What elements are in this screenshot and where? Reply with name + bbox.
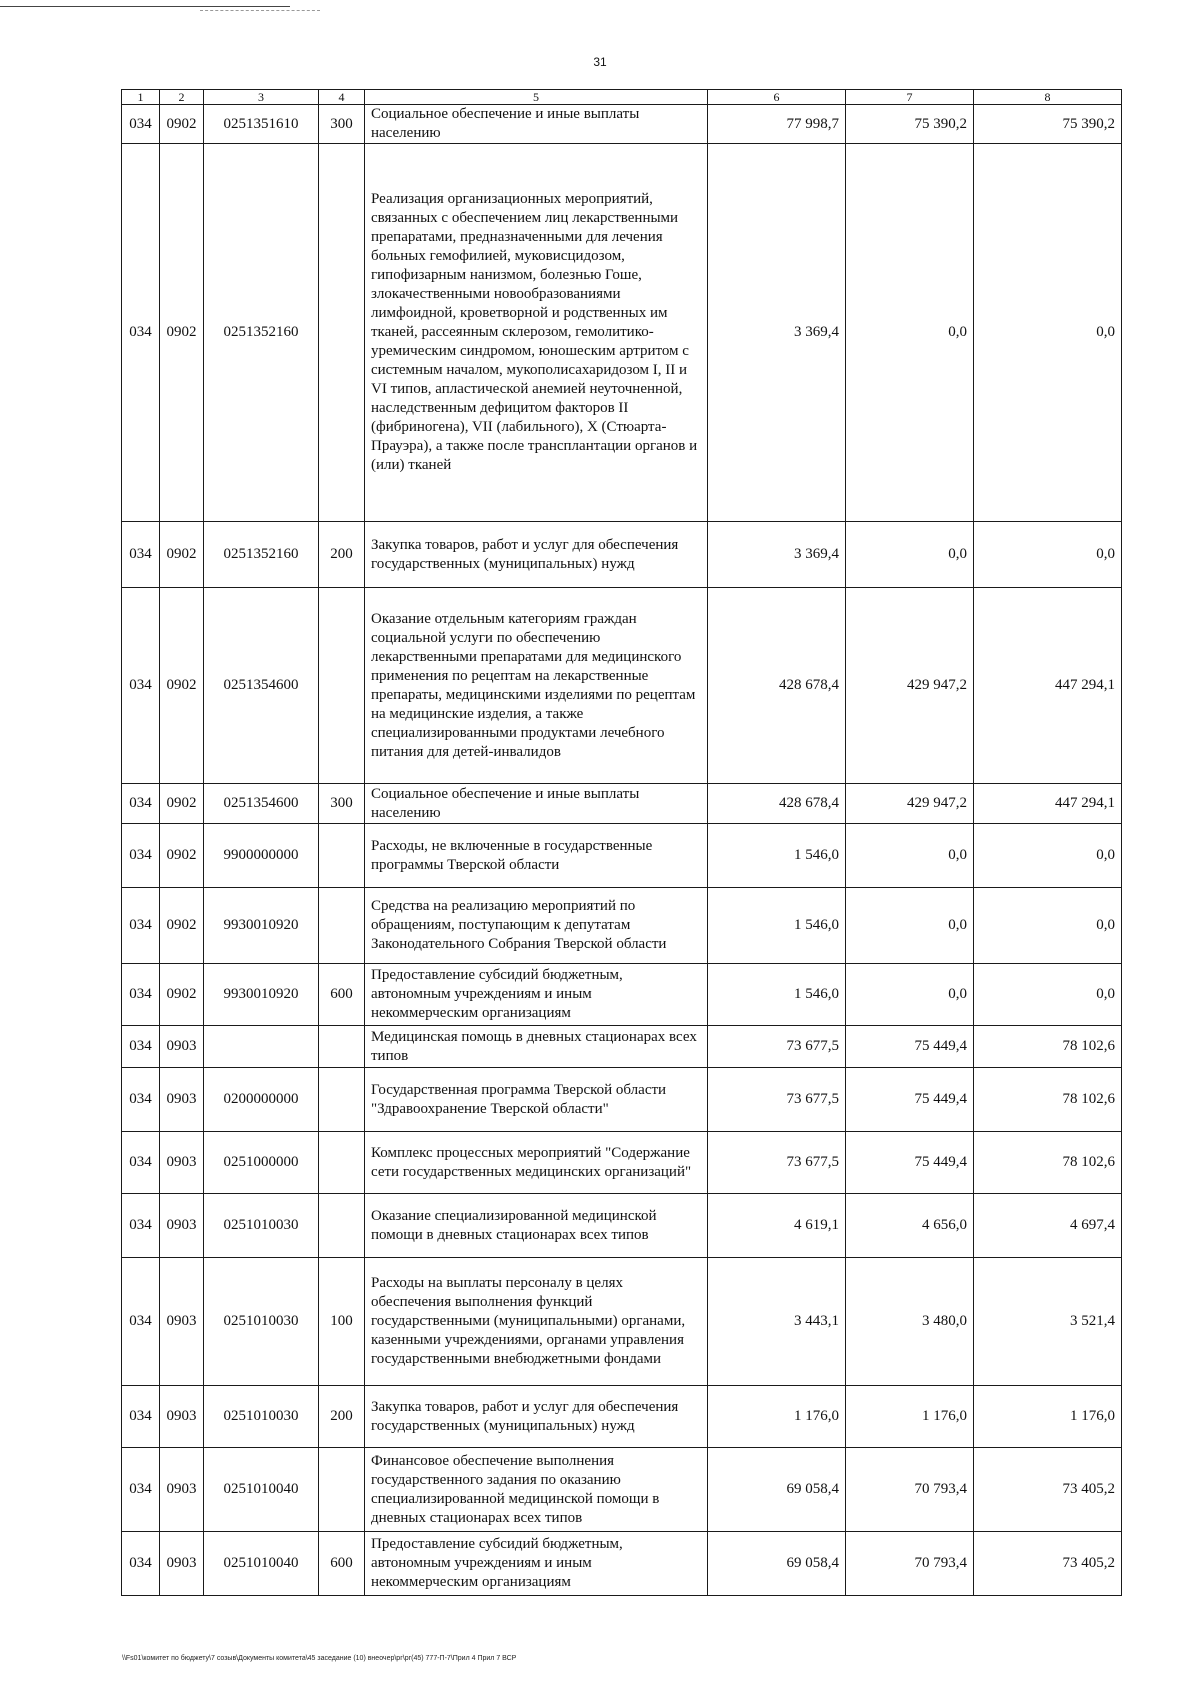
cell-target-article: 0251354600 [204, 784, 319, 824]
cell-amount-year3: 0,0 [974, 522, 1122, 588]
cell-section-code: 0903 [160, 1258, 204, 1386]
cell-section-code: 0903 [160, 1386, 204, 1448]
table-row [122, 888, 1122, 964]
scan-top-rule [0, 6, 290, 7]
cell-amount-year3: 75 390,2 [974, 105, 1122, 144]
cell-ministry-code: 034 [122, 1448, 160, 1532]
cell-ministry-code: 034 [122, 784, 160, 824]
cell-amount-year1: 1 546,0 [708, 824, 846, 888]
cell-amount-year3: 447 294,1 [974, 588, 1122, 784]
cell-expense-type [319, 1026, 365, 1068]
cell-ministry-code: 034 [122, 888, 160, 964]
cell-amount-year2: 3 480,0 [846, 1258, 974, 1386]
cell-ministry-code: 034 [122, 144, 160, 522]
cell-description: Оказание специализированной медицинской помощи в дневных стационарах всех типов [365, 1194, 708, 1258]
cell-expense-type: 600 [319, 1532, 365, 1596]
cell-ministry-code: 034 [122, 964, 160, 1026]
cell-amount-year1: 428 678,4 [708, 588, 846, 784]
cell-section-code: 0902 [160, 522, 204, 588]
cell-description: Социальное обеспечение и иные выплаты населению [365, 105, 708, 144]
cell-target-article: 9900000000 [204, 824, 319, 888]
table-row [122, 824, 1122, 888]
cell-amount-year3: 78 102,6 [974, 1026, 1122, 1068]
cell-amount-year3: 73 405,2 [974, 1532, 1122, 1596]
cell-amount-year2: 0,0 [846, 522, 974, 588]
cell-amount-year1: 1 176,0 [708, 1386, 846, 1448]
cell-amount-year2: 429 947,2 [846, 588, 974, 784]
cell-expense-type: 600 [319, 964, 365, 1026]
cell-expense-type: 200 [319, 1386, 365, 1448]
cell-amount-year1: 77 998,7 [708, 105, 846, 144]
cell-section-code: 0902 [160, 105, 204, 144]
cell-amount-year3: 78 102,6 [974, 1068, 1122, 1132]
table-row [122, 784, 1122, 824]
cell-description: Предоставление субсидий бюджетным, автономным учреждениям и иным некоммерческим организациям [365, 964, 708, 1026]
cell-target-article: 0251010040 [204, 1532, 319, 1596]
file-path-footer: \\Fs01\комитет по бюджету\7 созыв\Документы комитета\45 заседание (10) внеочер\рг\рг(45) 777-П-7\Прил 4 Прил 7 ВСР [122, 1655, 517, 1662]
cell-amount-year1: 73 677,5 [708, 1068, 846, 1132]
cell-description: Медицинская помощь в дневных стационарах всех типов [365, 1026, 708, 1068]
cell-description: Реализация организационных мероприятий, связанных с обеспечением лиц лекарственными препаратами, предназначенными для лечения больных гемофилией, муковисцидозом, гипофизарным нанизмом, болезнью Гоше, злокачественными новообразованиями лимфоидной, кроветворной и родственных им тканей, рассеянным склерозом, гемолитико-уремическим синдромом, юношеским артритом с системным началом, мукополисахаридозом I, II и VI типов, апластической анемией неуточненной, наследственным дефицитом факторов II (фибриногена), VII (лабильного), X (Стюарта-Прауэра), а также после трансплантации органов и (или) тканей [365, 144, 708, 522]
cell-ministry-code: 034 [122, 588, 160, 784]
cell-expense-type [319, 1068, 365, 1132]
cell-amount-year2: 0,0 [846, 964, 974, 1026]
cell-section-code: 0903 [160, 1026, 204, 1068]
table-row [122, 964, 1122, 1026]
cell-section-code: 0903 [160, 1532, 204, 1596]
cell-amount-year2: 70 793,4 [846, 1532, 974, 1596]
cell-description: Расходы на выплаты персоналу в целях обеспечения выполнения функций государственными (муниципальными) органами, казенными учреждениями, органами управления государственными внебюджетными фондами [365, 1258, 708, 1386]
cell-section-code: 0903 [160, 1068, 204, 1132]
cell-section-code: 0903 [160, 1194, 204, 1258]
cell-target-article: 0251354600 [204, 588, 319, 784]
cell-amount-year1: 3 369,4 [708, 144, 846, 522]
cell-expense-type: 200 [319, 522, 365, 588]
cell-target-article [204, 1026, 319, 1068]
column-number-header [122, 90, 1122, 105]
cell-target-article: 0251352160 [204, 522, 319, 588]
page-number: 31 [593, 55, 607, 69]
cell-description: Финансовое обеспечение выполнения государственного задания по оказанию специализированной медицинской помощи в дневных стационарах всех типов [365, 1448, 708, 1532]
cell-target-article: 0251000000 [204, 1132, 319, 1194]
table-row [122, 1026, 1122, 1068]
cell-ministry-code: 034 [122, 1068, 160, 1132]
cell-amount-year3: 4 697,4 [974, 1194, 1122, 1258]
cell-target-article: 0251010040 [204, 1448, 319, 1532]
cell-amount-year2: 4 656,0 [846, 1194, 974, 1258]
cell-expense-type [319, 824, 365, 888]
cell-amount-year1: 428 678,4 [708, 784, 846, 824]
col-header-1: 1 [122, 90, 160, 105]
cell-expense-type [319, 588, 365, 784]
cell-description: Социальное обеспечение и иные выплаты населению [365, 784, 708, 824]
cell-amount-year3: 0,0 [974, 144, 1122, 522]
cell-amount-year1: 4 619,1 [708, 1194, 846, 1258]
table-row [122, 588, 1122, 784]
cell-amount-year2: 75 449,4 [846, 1026, 974, 1068]
scan-top-rule-faint [200, 10, 320, 11]
cell-target-article: 0200000000 [204, 1068, 319, 1132]
col-header-5: 5 [365, 90, 708, 105]
cell-section-code: 0902 [160, 888, 204, 964]
cell-target-article: 9930010920 [204, 964, 319, 1026]
cell-ministry-code: 034 [122, 824, 160, 888]
cell-ministry-code: 034 [122, 105, 160, 144]
cell-description: Предоставление субсидий бюджетным, автономным учреждениям и иным некоммерческим организациям [365, 1532, 708, 1596]
cell-amount-year1: 3 369,4 [708, 522, 846, 588]
table-row [122, 144, 1122, 522]
table-row [122, 1448, 1122, 1532]
cell-description: Закупка товаров, работ и услуг для обеспечения государственных (муниципальных) нужд [365, 522, 708, 588]
cell-amount-year3: 73 405,2 [974, 1448, 1122, 1532]
col-header-8: 8 [974, 90, 1122, 105]
cell-amount-year2: 0,0 [846, 824, 974, 888]
cell-section-code: 0903 [160, 1132, 204, 1194]
cell-amount-year2: 75 449,4 [846, 1068, 974, 1132]
cell-amount-year1: 69 058,4 [708, 1532, 846, 1596]
cell-description: Средства на реализацию мероприятий по обращениям, поступающим к депутатам Законодательного Собрания Тверской области [365, 888, 708, 964]
cell-expense-type: 300 [319, 105, 365, 144]
cell-amount-year1: 3 443,1 [708, 1258, 846, 1386]
cell-amount-year2: 70 793,4 [846, 1448, 974, 1532]
cell-section-code: 0903 [160, 1448, 204, 1532]
cell-section-code: 0902 [160, 964, 204, 1026]
cell-expense-type [319, 1448, 365, 1532]
cell-amount-year3: 78 102,6 [974, 1132, 1122, 1194]
cell-section-code: 0902 [160, 784, 204, 824]
cell-description: Расходы, не включенные в государственные программы Тверской области [365, 824, 708, 888]
cell-amount-year3: 3 521,4 [974, 1258, 1122, 1386]
cell-description: Закупка товаров, работ и услуг для обеспечения государственных (муниципальных) нужд [365, 1386, 708, 1448]
budget-table [121, 89, 1122, 1596]
cell-ministry-code: 034 [122, 1258, 160, 1386]
cell-amount-year2: 0,0 [846, 144, 974, 522]
cell-section-code: 0902 [160, 588, 204, 784]
cell-amount-year3: 1 176,0 [974, 1386, 1122, 1448]
cell-amount-year1: 73 677,5 [708, 1132, 846, 1194]
cell-description: Государственная программа Тверской области "Здравоохранение Тверской области" [365, 1068, 708, 1132]
cell-expense-type [319, 1132, 365, 1194]
cell-amount-year3: 0,0 [974, 964, 1122, 1026]
cell-target-article: 9930010920 [204, 888, 319, 964]
table-row [122, 1532, 1122, 1596]
cell-amount-year2: 75 449,4 [846, 1132, 974, 1194]
cell-ministry-code: 034 [122, 522, 160, 588]
cell-expense-type [319, 888, 365, 964]
cell-target-article: 0251010030 [204, 1194, 319, 1258]
cell-amount-year3: 0,0 [974, 888, 1122, 964]
cell-section-code: 0902 [160, 824, 204, 888]
cell-amount-year1: 1 546,0 [708, 964, 846, 1026]
cell-target-article: 0251352160 [204, 144, 319, 522]
cell-amount-year2: 75 390,2 [846, 105, 974, 144]
col-header-6: 6 [708, 90, 846, 105]
col-header-3: 3 [204, 90, 319, 105]
cell-ministry-code: 034 [122, 1194, 160, 1258]
cell-ministry-code: 034 [122, 1386, 160, 1448]
cell-amount-year1: 1 546,0 [708, 888, 846, 964]
cell-expense-type: 300 [319, 784, 365, 824]
col-header-2: 2 [160, 90, 204, 105]
table-row [122, 1132, 1122, 1194]
col-header-4: 4 [319, 90, 365, 105]
cell-amount-year2: 0,0 [846, 888, 974, 964]
cell-ministry-code: 034 [122, 1132, 160, 1194]
col-header-7: 7 [846, 90, 974, 105]
cell-target-article: 0251351610 [204, 105, 319, 144]
cell-amount-year2: 1 176,0 [846, 1386, 974, 1448]
cell-amount-year3: 447 294,1 [974, 784, 1122, 824]
table-row [122, 1386, 1122, 1448]
cell-amount-year3: 0,0 [974, 824, 1122, 888]
table-row [122, 105, 1122, 144]
cell-expense-type [319, 144, 365, 522]
cell-expense-type [319, 1194, 365, 1258]
table-row [122, 1194, 1122, 1258]
cell-amount-year1: 73 677,5 [708, 1026, 846, 1068]
cell-description: Комплекс процессных мероприятий "Содержание сети государственных медицинских организаций" [365, 1132, 708, 1194]
cell-amount-year1: 69 058,4 [708, 1448, 846, 1532]
table-row [122, 1258, 1122, 1386]
table-row [122, 522, 1122, 588]
cell-target-article: 0251010030 [204, 1386, 319, 1448]
cell-target-article: 0251010030 [204, 1258, 319, 1386]
cell-ministry-code: 034 [122, 1532, 160, 1596]
cell-expense-type: 100 [319, 1258, 365, 1386]
cell-ministry-code: 034 [122, 1026, 160, 1068]
table-row [122, 1068, 1122, 1132]
cell-amount-year2: 429 947,2 [846, 784, 974, 824]
cell-section-code: 0902 [160, 144, 204, 522]
cell-description: Оказание отдельным категориям граждан социальной услуги по обеспечению лекарственными препаратами для медицинского применения по рецептам на лекарственные препараты, медицинскими изделиями по рецептам на медицинские изделия, а также специализированными продуктами лечебного питания для детей-инвалидов [365, 588, 708, 784]
